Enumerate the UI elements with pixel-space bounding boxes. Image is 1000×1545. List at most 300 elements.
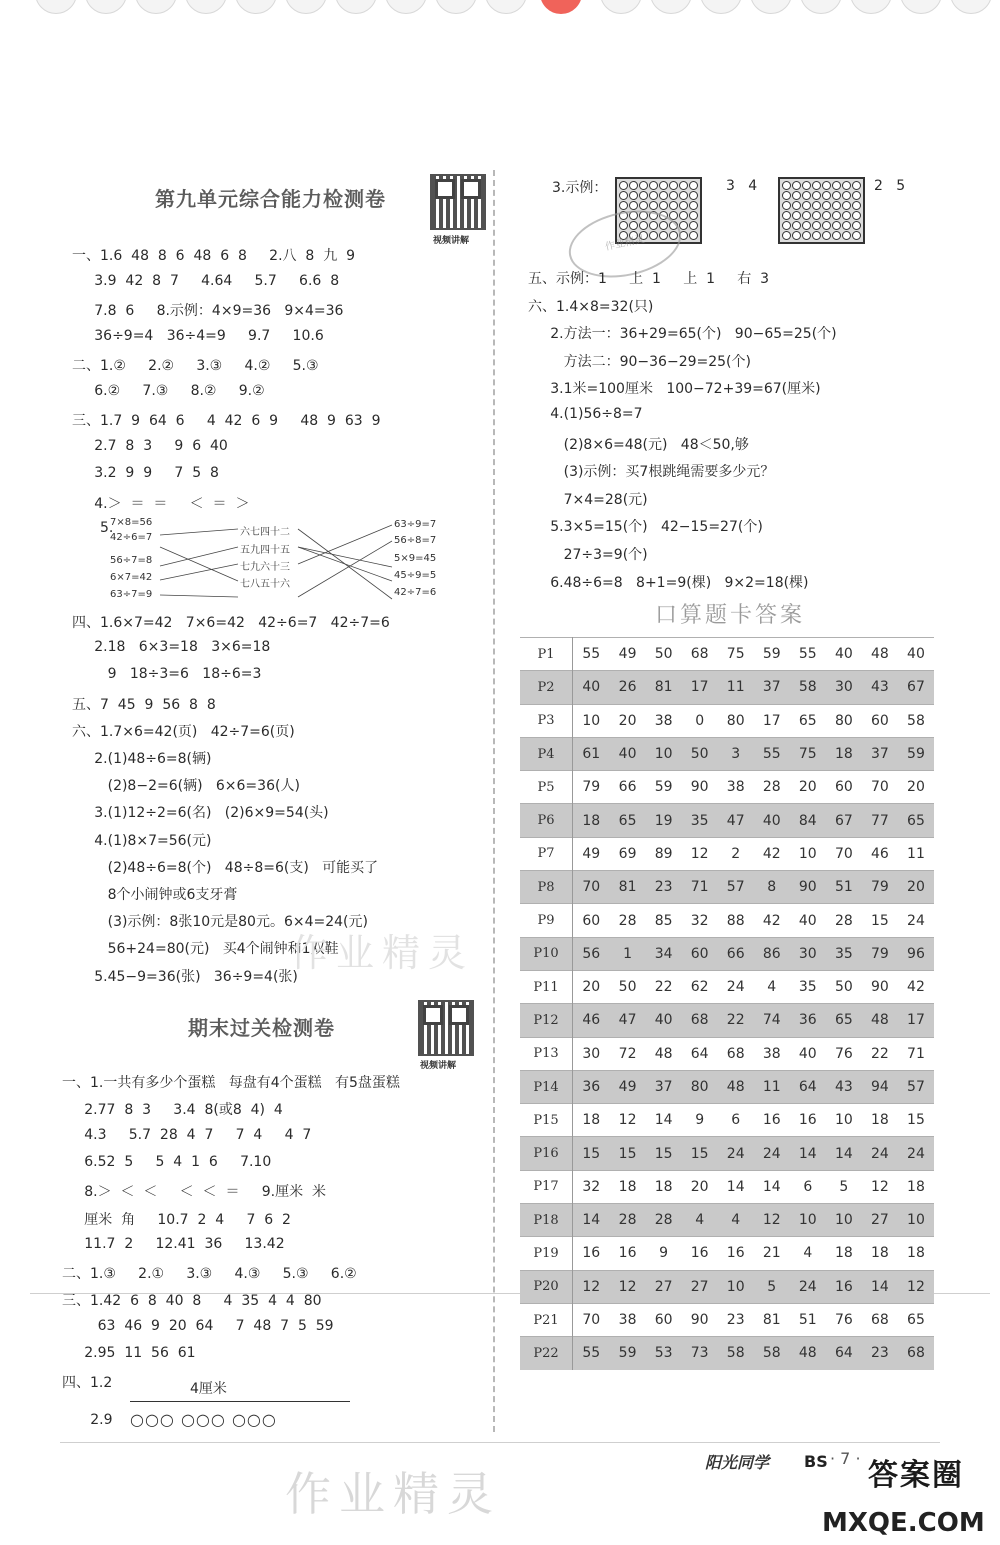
card-cell: 81 [610, 871, 646, 904]
tab-dot [335, 0, 377, 14]
dot-icon [802, 231, 811, 240]
qr-caption: 视频讲解 [420, 1061, 457, 1071]
stamp-watermark: 作业精灵 [563, 201, 688, 287]
card-cell: 15 [646, 1137, 682, 1170]
card-row [520, 1037, 934, 1070]
answer-line: 四、1.2 [62, 1375, 113, 1392]
card-cell: 40 [790, 1037, 826, 1070]
card-cell: 68 [682, 638, 718, 671]
card-row [520, 1004, 934, 1037]
dot-icon [649, 201, 658, 210]
card-cell: 42 [754, 904, 790, 937]
dot-icon [802, 221, 811, 230]
page-label: P13 [520, 1037, 573, 1070]
answer-line: 厘米 角 10.7 2 4 7 6 2 [62, 1211, 291, 1228]
card-cell: 12 [610, 1270, 646, 1303]
dot-array-figure [778, 177, 865, 244]
card-cell: 73 [682, 1337, 718, 1370]
card-cell: 23 [862, 1337, 898, 1370]
dot-icon [782, 211, 791, 220]
page-label: P4 [520, 737, 573, 770]
card-cell: 43 [826, 1070, 862, 1103]
dot-icon [629, 181, 638, 190]
dot-icon [802, 181, 811, 190]
card-cell: 24 [790, 1270, 826, 1303]
card-cell: 96 [898, 937, 934, 970]
dot-icon [689, 211, 698, 220]
card-cell: 71 [682, 871, 718, 904]
card-cell: 10 [573, 704, 610, 737]
card-row [520, 804, 934, 837]
page-label: P21 [520, 1303, 573, 1336]
dot-icon [679, 221, 688, 230]
card-cell: 4 [718, 1204, 754, 1237]
card-cell: 67 [826, 804, 862, 837]
page-label: P6 [520, 804, 573, 837]
page-label: P5 [520, 771, 573, 804]
card-cell: 58 [898, 704, 934, 737]
tab-dot [950, 0, 992, 14]
card-cell: 11 [754, 1070, 790, 1103]
dot-icon [689, 221, 698, 230]
dot-icon [832, 211, 841, 220]
dot-icon [792, 201, 801, 210]
dot-icon [649, 191, 658, 200]
page-label: P8 [520, 871, 573, 904]
tab-dot [235, 0, 277, 14]
card-row [520, 837, 934, 870]
card-cell: 9 [646, 1237, 682, 1270]
card-cell: 46 [862, 837, 898, 870]
card-answers-title: 口算题卡答案 [655, 603, 806, 628]
card-cell: 76 [826, 1037, 862, 1070]
card-cell: 47 [718, 804, 754, 837]
card-cell: 32 [682, 904, 718, 937]
section-title-final: 期末过关检测卷 [188, 1016, 335, 1040]
page-label: P19 [520, 1237, 573, 1270]
tab-dot [135, 0, 177, 14]
page-label: P20 [520, 1270, 573, 1303]
card-cell: 10 [898, 1204, 934, 1237]
card-cell: 60 [862, 704, 898, 737]
answer-line: 6.52 5 5 4 1 6 7.10 [62, 1153, 272, 1170]
card-row [520, 1303, 934, 1336]
qr-code-icon[interactable] [430, 174, 486, 230]
dot-icon [842, 211, 851, 220]
card-cell: 18 [610, 1170, 646, 1203]
page-label: P15 [520, 1104, 573, 1137]
dot-icon [822, 181, 831, 190]
card-cell: 14 [646, 1104, 682, 1137]
edition-label: BS [804, 1452, 828, 1471]
dot-icon [792, 231, 801, 240]
section-title-unit9: 第九单元综合能力检测卷 [155, 187, 386, 211]
dot-icon [679, 211, 688, 220]
card-cell: 17 [754, 704, 790, 737]
card-cell: 49 [573, 837, 610, 870]
card-cell: 80 [718, 704, 754, 737]
answer-line: 9 18÷3=6 18÷6=3 [72, 666, 262, 683]
tab-dot-active [540, 0, 582, 14]
tab-dot [900, 0, 942, 14]
answer-line: 4.(1)8×7=56(元) [72, 832, 212, 849]
card-cell: 4 [790, 1237, 826, 1270]
answer-line: (2)48÷6=8(个) 48÷8=6(支) 可能买了 [72, 859, 379, 876]
page-label: P3 [520, 704, 573, 737]
qr-caption: 视频讲解 [433, 236, 470, 246]
card-cell: 38 [754, 1037, 790, 1070]
dot-icon [629, 191, 638, 200]
card-cell: 37 [862, 737, 898, 770]
dot-icon [619, 181, 628, 190]
site-logo: 答案圈 [868, 1458, 964, 1493]
card-cell: 79 [862, 871, 898, 904]
dot-icon [659, 201, 668, 210]
card-cell: 40 [646, 1004, 682, 1037]
card-cell: 58 [754, 1337, 790, 1370]
card-cell: 27 [862, 1204, 898, 1237]
card-cell: 75 [790, 737, 826, 770]
card-cell: 28 [826, 904, 862, 937]
tab-dot [35, 0, 77, 14]
card-cell: 18 [862, 1237, 898, 1270]
card-row [520, 937, 934, 970]
page-label: P22 [520, 1337, 573, 1370]
dot-icon [832, 231, 841, 240]
tab-dot [850, 0, 892, 14]
card-row [520, 1237, 934, 1270]
match-right-item: 42÷7=6 [394, 587, 437, 598]
answer-line: 8个小闹钟或6支牙膏 [72, 887, 238, 903]
answer-line: 2.9 [68, 1412, 113, 1428]
card-cell: 55 [573, 638, 610, 671]
card-cell: 11 [898, 837, 934, 870]
tab-dot [435, 0, 477, 14]
card-cell: 72 [610, 1037, 646, 1070]
card-cell: 35 [826, 937, 862, 970]
card-cell: 11 [718, 671, 754, 704]
card-cell: 74 [754, 1004, 790, 1037]
card-cell: 9 [682, 1104, 718, 1137]
card-cell: 55 [754, 737, 790, 770]
page-label: P10 [520, 937, 573, 970]
page-label: P7 [520, 837, 573, 870]
card-cell: 70 [826, 837, 862, 870]
card-cell: 30 [826, 671, 862, 704]
tab-dot [600, 0, 642, 14]
site-url: MXQE.COM [822, 1508, 985, 1538]
card-cell: 18 [862, 1104, 898, 1137]
card-cell: 38 [718, 771, 754, 804]
card-cell: 6 [718, 1104, 754, 1137]
card-cell: 68 [898, 1337, 934, 1370]
card-cell: 35 [790, 970, 826, 1003]
card-cell: 19 [646, 804, 682, 837]
dot-icon [842, 191, 851, 200]
card-row [520, 1270, 934, 1303]
dot-icon [689, 231, 698, 240]
card-cell: 88 [718, 904, 754, 937]
card-cell: 28 [646, 1204, 682, 1237]
dot-icon [832, 201, 841, 210]
card-cell: 26 [610, 671, 646, 704]
card-cell: 28 [610, 904, 646, 937]
figure-numbers: 3 4 [726, 178, 758, 194]
dot-icon [812, 231, 821, 240]
tab-dot [185, 0, 227, 14]
card-cell: 18 [826, 737, 862, 770]
card-cell: 55 [790, 638, 826, 671]
page-label: P11 [520, 970, 573, 1003]
dot-icon [669, 191, 678, 200]
card-cell: 62 [682, 970, 718, 1003]
card-cell: 32 [573, 1170, 610, 1203]
card-cell: 6 [790, 1170, 826, 1203]
card-cell: 60 [826, 771, 862, 804]
dot-icon [812, 181, 821, 190]
card-cell: 24 [898, 1137, 934, 1170]
card-cell: 81 [754, 1303, 790, 1336]
card-cell: 50 [826, 970, 862, 1003]
card-cell: 15 [610, 1137, 646, 1170]
card-cell: 14 [718, 1170, 754, 1203]
card-cell: 20 [610, 704, 646, 737]
card-cell: 5 [754, 1270, 790, 1303]
card-cell: 24 [898, 904, 934, 937]
card-cell: 85 [646, 904, 682, 937]
card-cell: 23 [718, 1303, 754, 1336]
dot-icon [812, 201, 821, 210]
answer-line: 3.示例： [552, 180, 608, 196]
card-cell: 75 [718, 638, 754, 671]
card-cell: 36 [790, 1004, 826, 1037]
dot-icon [689, 181, 698, 190]
tab-dot [85, 0, 127, 14]
answer-line: 方法二：90−36−29=25(个) [528, 353, 751, 370]
dot-icon [689, 191, 698, 200]
card-cell: 5 [826, 1170, 862, 1203]
page-label: P12 [520, 1004, 573, 1037]
tab-dot [285, 0, 327, 14]
card-cell: 79 [862, 937, 898, 970]
page-label: P17 [520, 1170, 573, 1203]
card-row [520, 638, 934, 671]
dot-icon [782, 231, 791, 240]
dot-icon [619, 191, 628, 200]
card-cell: 15 [862, 904, 898, 937]
dot-icon [802, 211, 811, 220]
card-cell: 57 [898, 1070, 934, 1103]
dot-icon [782, 191, 791, 200]
dot-icon [842, 221, 851, 230]
dot-icon [619, 201, 628, 210]
dot-icon [792, 181, 801, 190]
card-cell: 65 [898, 804, 934, 837]
card-cell: 57 [718, 871, 754, 904]
card-cell: 66 [610, 771, 646, 804]
card-cell: 51 [790, 1303, 826, 1336]
card-cell: 22 [646, 970, 682, 1003]
card-cell: 37 [754, 671, 790, 704]
card-cell: 40 [573, 671, 610, 704]
figure-numbers: 2 5 [874, 178, 906, 194]
dot-icon [629, 201, 638, 210]
page-label: P2 [520, 671, 573, 704]
card-cell: 53 [646, 1337, 682, 1370]
dot-icon [782, 201, 791, 210]
card-cell: 65 [826, 1004, 862, 1037]
card-row [520, 1104, 934, 1137]
dot-icon [842, 231, 851, 240]
card-cell: 10 [718, 1270, 754, 1303]
match-mid-item: 七九六十三 [240, 562, 290, 573]
tab-dot [750, 0, 792, 14]
card-cell: 50 [610, 970, 646, 1003]
card-cell: 35 [682, 804, 718, 837]
dot-icon [852, 231, 861, 240]
card-cell: 64 [790, 1070, 826, 1103]
card-cell: 51 [826, 871, 862, 904]
card-cell: 80 [826, 704, 862, 737]
answer-line: 63 46 9 20 64 7 48 7 5 59 [62, 1317, 334, 1334]
card-cell: 14 [573, 1204, 610, 1237]
column-divider [493, 170, 495, 1432]
card-cell: 24 [862, 1137, 898, 1170]
card-cell: 10 [826, 1104, 862, 1137]
card-cell: 16 [682, 1237, 718, 1270]
card-cell: 15 [573, 1137, 610, 1170]
card-row [520, 671, 934, 704]
card-row [520, 970, 934, 1003]
answer-line: (2)8×6=48(元) 48＜50,够 [528, 436, 749, 453]
answer-line: 8.＞ ＜ ＜ ＜ ＜ ＝ 9.厘米 米 [62, 1184, 326, 1201]
card-cell: 65 [790, 704, 826, 737]
qr-code-icon[interactable] [418, 1000, 474, 1056]
dot-icon [852, 201, 861, 210]
card-cell: 18 [898, 1237, 934, 1270]
card-cell: 38 [610, 1303, 646, 1336]
card-cell: 42 [898, 970, 934, 1003]
answer-line: 一、1.一共有多少个蛋糕 每盘有4个蛋糕 有5盘蛋糕 [62, 1075, 400, 1091]
answer-line: 56+24=80(元) 买4个闹钟和1双鞋 [72, 941, 339, 958]
card-cell: 8 [754, 871, 790, 904]
brand-name: 阳光同学 [705, 1453, 770, 1472]
card-cell: 94 [862, 1070, 898, 1103]
answer-line: 4.＞ ＝ ＝ ＜ ＝ ＞ [72, 495, 250, 512]
answer-line: 五、7 45 9 56 8 8 [72, 696, 216, 713]
card-cell: 30 [573, 1037, 610, 1070]
answer-line: 5.3×5=15(个) 42−15=27(个) [528, 519, 763, 536]
card-cell: 15 [682, 1137, 718, 1170]
card-cell: 34 [646, 937, 682, 970]
card-cell: 17 [898, 1004, 934, 1037]
watermark-text: 作业精灵 [285, 1467, 501, 1521]
card-cell: 30 [790, 937, 826, 970]
card-cell: 27 [682, 1270, 718, 1303]
card-cell: 84 [790, 804, 826, 837]
mental-math-answer-table [520, 637, 934, 1370]
dot-icon [832, 221, 841, 230]
card-cell: 56 [573, 937, 610, 970]
answer-line: 2.77 8 3 3.4 8(或8 4) 4 [62, 1102, 283, 1119]
match-left-item: 63÷7=9 [110, 589, 153, 600]
card-cell: 38 [646, 704, 682, 737]
card-cell: 16 [573, 1237, 610, 1270]
answer-line: 27÷3=9(个) [528, 547, 648, 563]
card-cell: 18 [573, 804, 610, 837]
card-cell: 66 [718, 937, 754, 970]
card-cell: 76 [826, 1303, 862, 1336]
dot-icon [812, 211, 821, 220]
dot-icon [802, 191, 811, 200]
card-cell: 90 [682, 1303, 718, 1336]
answer-line: 36÷9=4 36÷4=9 9.7 10.6 [72, 327, 324, 344]
card-cell: 65 [610, 804, 646, 837]
dot-icon [659, 191, 668, 200]
card-cell: 0 [682, 704, 718, 737]
answer-line: (3)示例：买7根跳绳需要多少元？ [528, 464, 775, 481]
match-right-item: 45÷9=5 [394, 570, 437, 581]
card-cell: 1 [610, 937, 646, 970]
match-right-item: 63÷9=7 [394, 519, 437, 530]
dot-icon [832, 181, 841, 190]
tab-dot [650, 0, 692, 14]
answer-line: 6.② 7.③ 8.② 9.② [72, 382, 265, 399]
answer-line: 一、1.6 48 8 6 48 6 8 2.八 8 九 9 [72, 248, 356, 264]
card-cell: 10 [790, 837, 826, 870]
card-cell: 10 [826, 1204, 862, 1237]
card-cell: 12 [898, 1270, 934, 1303]
card-row [520, 1337, 934, 1370]
match-right-item: 56÷8=7 [394, 535, 437, 546]
card-cell: 70 [573, 1303, 610, 1336]
card-cell: 48 [862, 1004, 898, 1037]
card-cell: 40 [826, 638, 862, 671]
answer-line: 五、示例：1 上 1 上 1 右 3 [528, 271, 770, 287]
dot-icon [792, 191, 801, 200]
card-cell: 14 [826, 1137, 862, 1170]
card-cell: 12 [682, 837, 718, 870]
card-cell: 65 [898, 1303, 934, 1336]
card-cell: 10 [790, 1204, 826, 1237]
card-cell: 23 [646, 871, 682, 904]
card-cell: 24 [754, 1137, 790, 1170]
answer-line: 六、1.7×6=42(页) 42÷7=6(页) [72, 723, 295, 740]
top-tab-strip [0, 0, 1000, 14]
card-cell: 24 [718, 1137, 754, 1170]
card-cell: 55 [573, 1337, 610, 1370]
card-cell: 20 [573, 970, 610, 1003]
answer-line: 5.45−9=36(张) 36÷9=4(张) [72, 968, 298, 985]
card-cell: 48 [790, 1337, 826, 1370]
dot-icon [822, 231, 831, 240]
answer-line: 2.18 6×3=18 3×6=18 [72, 639, 271, 656]
answer-line: 2.方法一：36+29=65(个) 90−65=25(个) [528, 326, 837, 343]
match-left-item: 7×8=56 [110, 517, 153, 528]
card-cell: 14 [790, 1137, 826, 1170]
answer-line: 3.(1)12÷2=6(名) (2)6×9=54(头) [72, 805, 329, 822]
card-cell: 59 [646, 771, 682, 804]
card-cell: 60 [682, 937, 718, 970]
answer-line: 4.(1)56÷8=7 [528, 406, 643, 422]
card-cell: 18 [573, 1104, 610, 1137]
ruler-line [130, 1401, 350, 1402]
card-cell: 48 [718, 1070, 754, 1103]
card-cell: 81 [646, 671, 682, 704]
dot-icon [852, 181, 861, 190]
dot-icon [639, 191, 648, 200]
card-cell: 42 [754, 837, 790, 870]
